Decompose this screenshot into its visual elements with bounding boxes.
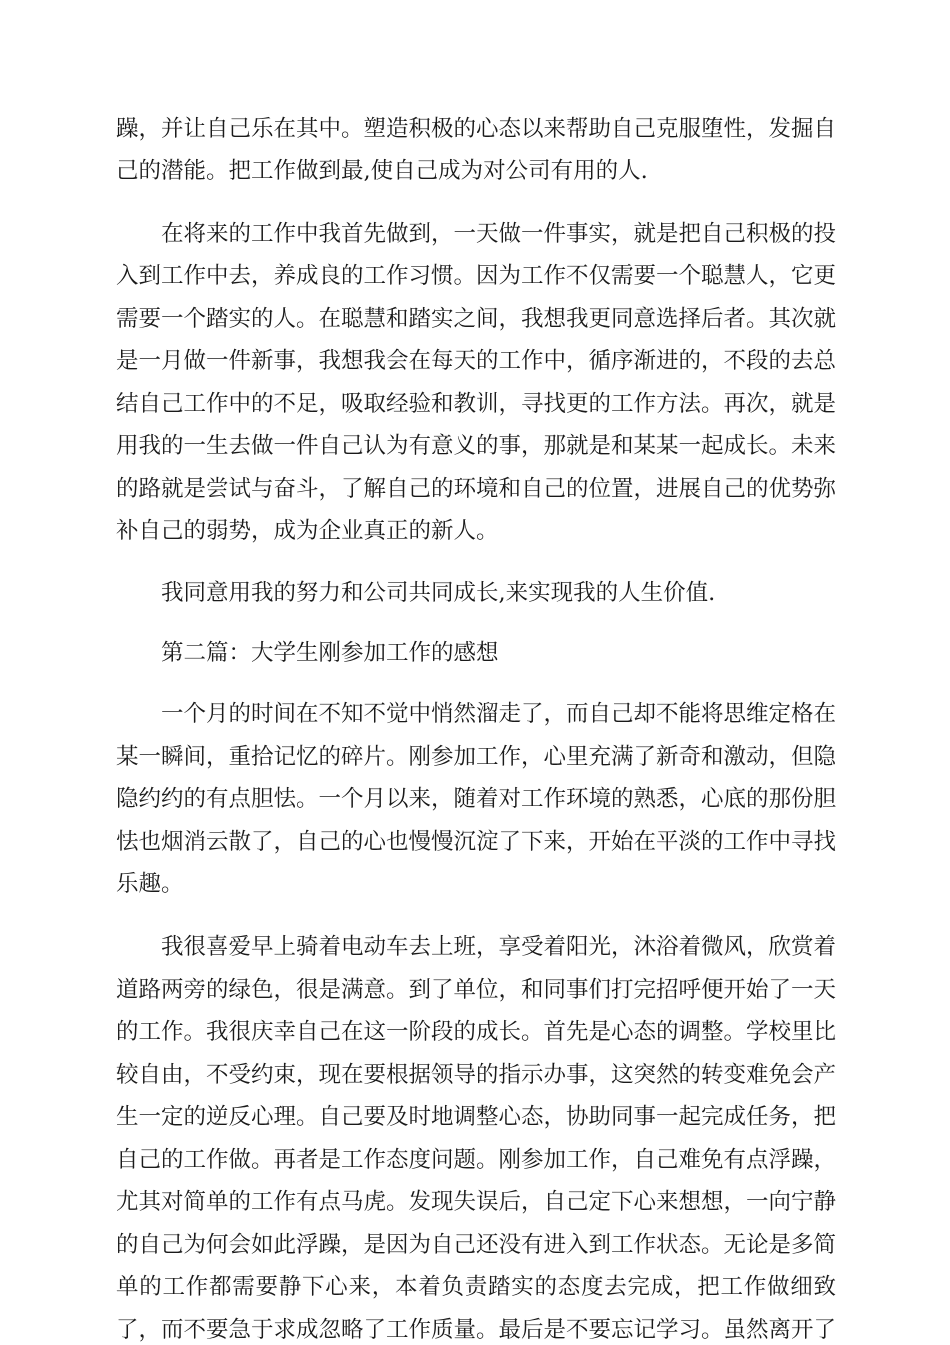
text-line: 隐约约的有点胆怯。一个月以来，随着对工作环境的熟悉，心底的那份胆 [116,786,837,812]
text-line: 补自己的弱势，成为企业真正的新人。 [116,518,499,544]
section-heading: 第二篇：大学生刚参加工作的感想 [161,640,499,666]
text-line: 尤其对简单的工作有点马虎。发现失误后，自己定下心来想想，一向宁静 [116,1189,837,1215]
text-line: 结自己工作中的不足，吸取经验和教训，寻找更的工作方法。再次，就是 [116,391,837,417]
text-line: 一个月的时间在不知不觉中悄然溜走了，而自己却不能将思维定格在 [161,701,837,727]
text-line: 是一月做一件新事，我想我会在每天的工作中，循序渐进的，不段的去总 [116,348,837,374]
text-line: 躁，并让自己乐在其中。塑造积极的心态以来帮助自己克服堕性，发掘自 [116,116,837,142]
text-line: 单的工作都需要静下心来，本着负责踏实的态度去完成，把工作做细致 [116,1274,836,1300]
text-line: 用我的一生去做一件自己认为有意义的事，那就是和某某一起成长。未来 [116,433,837,459]
text-line: 怯也烟消云散了，自己的心也慢慢沉淀了下来，开始在平淡的工作中寻找 [116,829,837,855]
text-line: 己的潜能。把工作做到最,使自己成为对公司有用的人. [116,158,648,184]
text-line: 需要一个踏实的人。在聪慧和踏实之间，我想我更同意选择后者。其次就 [116,306,837,332]
text-line: 了，而不要急于求成忽略了工作质量。最后是不要忘记学习。虽然离开了 [116,1317,837,1343]
text-line: 自己的工作做。再者是工作态度问题。刚参加工作，自己难免有点浮躁， [116,1147,837,1173]
text-line: 的工作。我很庆幸自己在这一阶段的成长。首先是心态的调整。学校里比 [116,1019,837,1045]
text-line: 的路就是尝试与奋斗，了解自己的环境和自己的位置，进展自己的优势弥 [116,476,837,502]
text-line: 我同意用我的努力和公司共同成长,来实现我的人生价值. [161,580,716,606]
text-line: 某一瞬间，重拾记忆的碎片。刚参加工作，心里充满了新奇和激动，但隐 [116,744,837,770]
text-line: 乐趣。 [116,871,184,897]
text-line: 较自由，不受约束，现在要根据领导的指示办事，这突然的转变难免会产 [116,1062,837,1088]
text-line: 生一定的逆反心理。自己要及时地调整心态，协助同事一起完成任务，把 [116,1104,837,1130]
text-line: 我很喜爱早上骑着电动车去上班，享受着阳光，沐浴着微风，欣赏着 [161,934,837,960]
text-line: 在将来的工作中我首先做到，一天做一件事实，就是把自己积极的投 [161,221,837,247]
text-line: 道路两旁的绿色，很是满意。到了单位，和同事们打完招呼便开始了一天 [116,977,837,1003]
text-line: 入到工作中去，养成良的工作习惯。因为工作不仅需要一个聪慧人，它更 [116,263,837,289]
text-line: 的自己为何会如此浮躁，是因为自己还没有进入到工作状态。无论是多简 [116,1232,837,1258]
